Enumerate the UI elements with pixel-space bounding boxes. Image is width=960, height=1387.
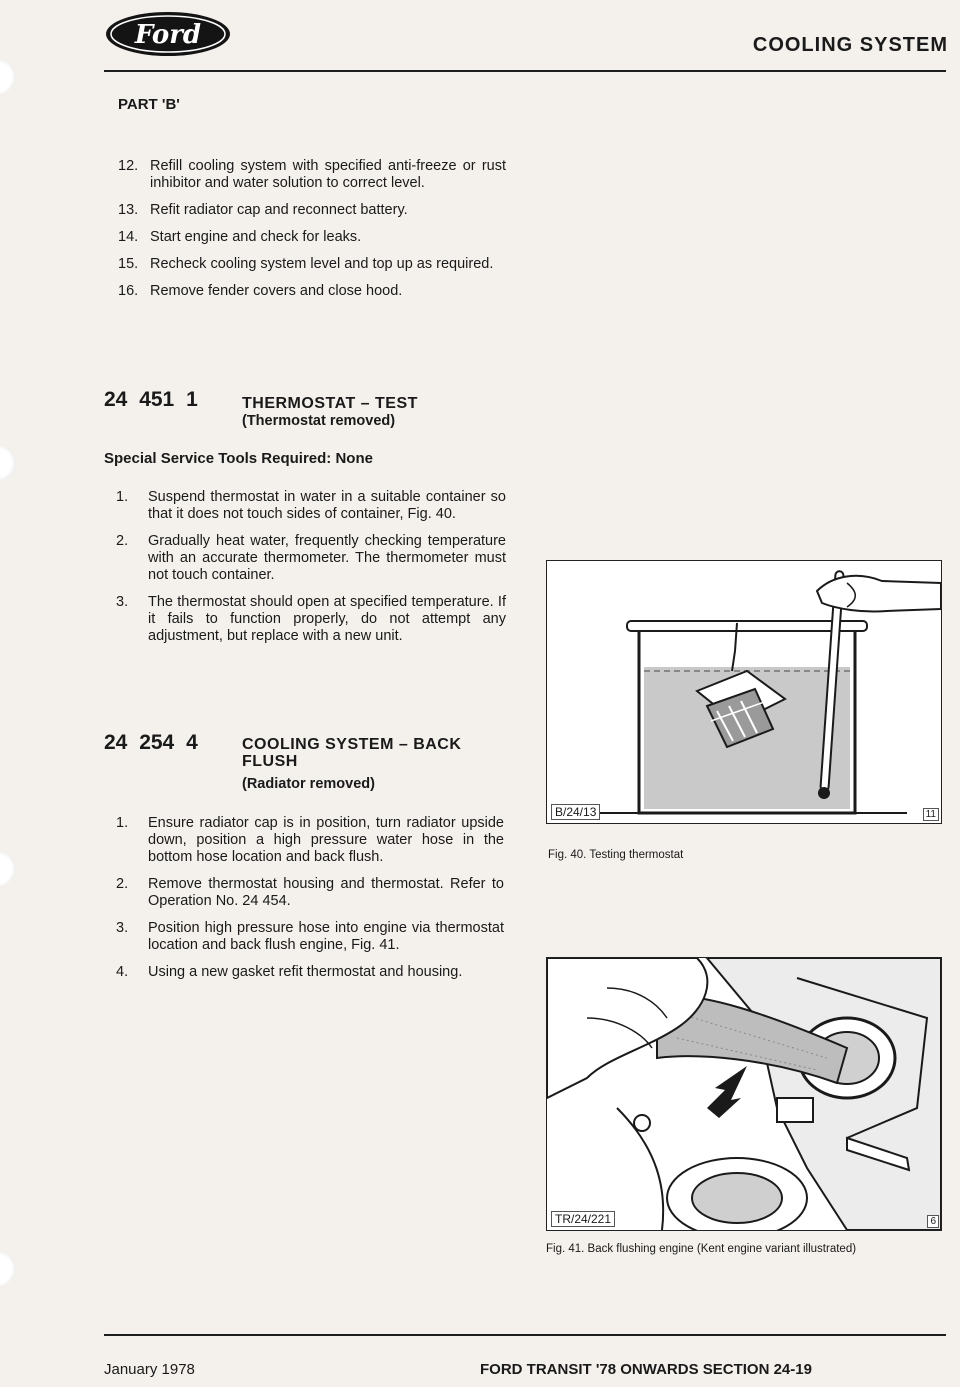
special-tools-note: Special Service Tools Required: None — [104, 450, 373, 467]
binder-hole — [0, 1252, 16, 1286]
step-number: 1. — [116, 815, 129, 831]
step-text: Using a new gasket refit thermostat and housing. — [148, 964, 463, 980]
step-text: Position high pressure hose into engine via thermostat location and back flush engine, Fig. 41. — [148, 920, 504, 953]
list-item — [116, 594, 506, 645]
list-item — [116, 964, 504, 981]
step-text: Refit radiator cap and reconnect battery. — [150, 202, 408, 218]
step-number: 3. — [116, 594, 129, 610]
figure-41 — [546, 957, 942, 1231]
back-flush-subtitle: (Radiator removed) — [242, 776, 375, 792]
footer-section: FORD TRANSIT '78 ONWARDS SECTION 24-19 — [480, 1361, 812, 1378]
part-b-steps — [118, 158, 506, 310]
logo-text: Ford — [134, 20, 202, 50]
ford-logo — [104, 10, 232, 58]
back-flush-title-line1: COOLING SYSTEM – BACK — [242, 736, 462, 753]
figure-41-caption: Fig. 41. Back flushing engine (Kent engine variant illustrated) — [546, 1243, 857, 1255]
list-item — [116, 489, 506, 523]
binder-hole — [0, 852, 16, 886]
step-number: 2. — [116, 876, 129, 892]
arrow-icon — [707, 1066, 747, 1118]
list-item — [116, 815, 504, 866]
step-text: Ensure radiator cap is in position, turn radiator upside down, position a high pressure water hose in the bottom hose location and back flush. — [148, 815, 504, 865]
step-number: 2. — [116, 533, 129, 549]
figure-code: B/24/13 — [551, 804, 600, 820]
step-text: Gradually heat water, frequently checking temperature with an accurate thermometer. The thermometer must not touch container. — [148, 533, 506, 583]
back-flush-code: 24 254 4 — [104, 731, 198, 754]
thermostat-test-steps — [116, 489, 506, 655]
list-item — [118, 283, 506, 300]
step-number: 12. — [118, 158, 139, 174]
back-flush-steps — [116, 815, 504, 991]
step-text: Refill cooling system with specified anti-freeze or rust inhibitor and water solution to correct level. — [150, 158, 506, 191]
step-text: Remove thermostat housing and thermostat. Refer to Operation No. 24 454. — [148, 876, 504, 909]
figure-corner-number: 6 — [927, 1215, 939, 1228]
list-item — [118, 202, 506, 219]
step-number: 13. — [118, 202, 139, 218]
part-label: PART 'B' — [118, 96, 180, 113]
step-text: Recheck cooling system level and top up as required. — [150, 256, 494, 272]
hand — [817, 576, 941, 612]
binder-hole — [0, 60, 16, 94]
page-title: COOLING SYSTEM — [752, 34, 948, 56]
list-item — [118, 158, 506, 192]
thermostat-test-title: THERMOSTAT – TEST — [242, 395, 418, 412]
step-text: Remove fender covers and close hood. — [150, 283, 403, 299]
list-item — [118, 229, 506, 246]
thermostat-test-subtitle: (Thermostat removed) — [242, 413, 396, 429]
step-text: Suspend thermostat in water in a suitable container so that it does not touch sides of container, Fig. 40. — [148, 489, 506, 522]
list-item — [116, 533, 506, 584]
footer-date: January 1978 — [104, 1361, 195, 1378]
binder-hole — [0, 446, 16, 480]
thermostat-test-illustration — [547, 561, 941, 823]
figure-corner-number: 11 — [923, 808, 939, 821]
step-number: 14. — [118, 229, 139, 245]
figure-40-caption: Fig. 40. Testing thermostat — [548, 849, 684, 861]
footer-rule — [104, 1334, 946, 1336]
step-number: 3. — [116, 920, 129, 936]
thermostat-test-code: 24 451 1 — [104, 388, 198, 411]
step-number: 16. — [118, 283, 139, 299]
header-rule — [104, 70, 946, 72]
step-number: 15. — [118, 256, 139, 272]
step-number: 4. — [116, 964, 129, 980]
back-flush-title-line2: FLUSH — [242, 753, 298, 770]
step-number: 1. — [116, 489, 129, 505]
list-item — [116, 920, 504, 954]
step-text: The thermostat should open at specified temperature. If it fails to function properly, do not attempt any adjustment, but replace with a new unit. — [148, 594, 506, 644]
figure-code: TR/24/221 — [551, 1211, 615, 1227]
figure-40 — [546, 560, 942, 824]
list-item — [118, 256, 506, 273]
step-text: Start engine and check for leaks. — [150, 229, 362, 245]
back-flush-illustration — [547, 958, 941, 1230]
list-item — [116, 876, 504, 910]
